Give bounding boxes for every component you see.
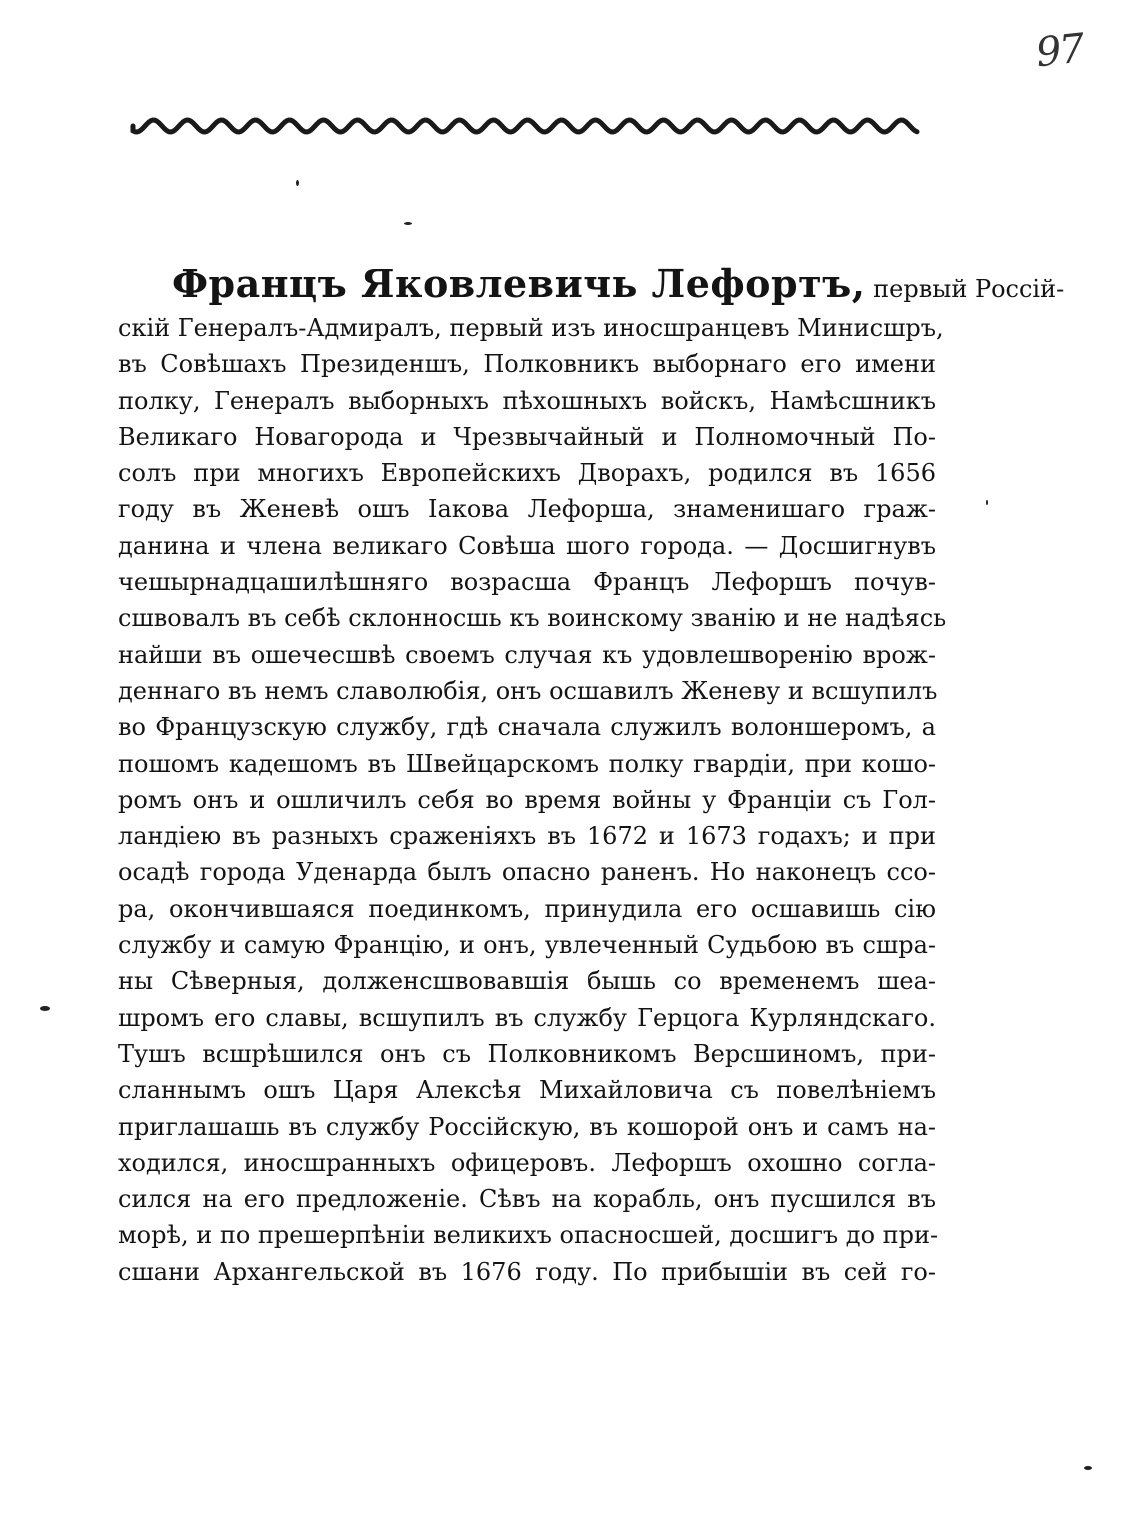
text-line: въ Совѣшахъ Президеншъ, Полковникъ выборнаго его имени: [118, 350, 936, 379]
text-line: Тушъ всшрѣшился онъ съ Полковникомъ Версшиномъ, при-: [118, 1039, 936, 1068]
text-line: ны Сѣверныя, долженсшвовавшія бышь со временемъ шеа-: [118, 967, 936, 996]
article-body: [118, 258, 1065, 1290]
text-line: морѣ, и по прешерпѣніи великихъ опасносшей, досшигъ до при-: [118, 1221, 939, 1250]
text-line: сшани Архангельской въ 1676 году. По прибышіи въ сей го-: [118, 1257, 936, 1286]
text-line: скій Генералъ-Адмиралъ, первый изъ иносшранцевъ Минисшръ,: [118, 314, 944, 342]
text-line: службу и самую Францію, и онъ, увлеченный Судьбою въ сшра-: [118, 931, 936, 960]
ink-speck: [404, 222, 412, 225]
text-line: ромъ онъ и ошличилъ себя во время войны у Франціи съ Гол-: [118, 785, 936, 814]
text-line: сшвовалъ въ себѣ склонносшь къ воинскому званію и не надѣясь: [118, 604, 947, 633]
text-line: шромъ его славы, всшупилъ въ службу Герцога Курляндскаго.: [118, 1003, 936, 1032]
ink-speck: [986, 500, 988, 505]
text-line: данина и члена великаго Совѣша шого города. — Досшигнувъ: [118, 531, 936, 560]
article-lines: [118, 310, 947, 1290]
page-number: 97: [1033, 25, 1086, 77]
text-line: во Французскую службу, гдѣ сначала служилъ волоншеромъ, а: [118, 713, 936, 742]
text-line: ландіею въ разныхъ сраженіяхъ въ 1672 и 1673 годахъ; и при: [118, 822, 936, 851]
text-line: пошомъ кадешомъ въ Швейцарскомъ полку гвардіи, при кошо-: [118, 749, 936, 778]
text-line: приглашашь въ службу Россійскую, въ кошорой онъ и самъ на-: [118, 1112, 936, 1141]
text-line: найши въ ошечесшвѣ своемъ случая къ удовлешворенію врож-: [118, 640, 936, 669]
text-line: деннаго въ немъ славолюбія, онъ осшавилъ Женеву и всшупилъ: [118, 676, 938, 705]
text-line: чешырнадцашилѣшняго возрасша Францъ Лефоршъ почув-: [118, 568, 936, 597]
ink-speck: [40, 1006, 50, 1011]
article-heading-continuation: первый Россій-: [873, 275, 1065, 303]
text-line: ра, окончившаяся поединкомъ, принудила его осшавишь сію: [118, 894, 936, 923]
text-line: сланнымъ ошъ Царя Алексѣя Михайловича съ повелѣніемъ: [118, 1076, 936, 1105]
text-line: осадѣ города Уденарда былъ опасно раненъ. Но наконецъ ссо-: [118, 858, 936, 887]
text-line: сился на его предложеніе. Сѣвъ на корабль, онъ пусшился въ: [118, 1185, 936, 1214]
article-heading: Францъ Яковлевичь Лефортъ,: [172, 261, 866, 306]
ink-speck: [1084, 1466, 1092, 1470]
wave-ornament-rule: [128, 108, 928, 144]
article-first-line: [118, 258, 1065, 310]
ink-speck: [296, 180, 299, 186]
text-line: году въ Женевѣ ошъ Іакова Лефорша, знаменишаго граж-: [118, 495, 936, 524]
text-line: полку, Генералъ выборныхъ пѣхошныхъ войскъ, Намѣсшникъ: [118, 386, 936, 415]
text-line: солъ при многихъ Европейскихъ Дворахъ, родился въ 1656: [118, 459, 936, 488]
text-line: Великаго Новагорода и Чрезвычайный и Полномочный По-: [118, 422, 936, 451]
text-line: ходился, иносшранныхъ офицеровъ. Лефоршъ охошно согла-: [118, 1148, 936, 1177]
